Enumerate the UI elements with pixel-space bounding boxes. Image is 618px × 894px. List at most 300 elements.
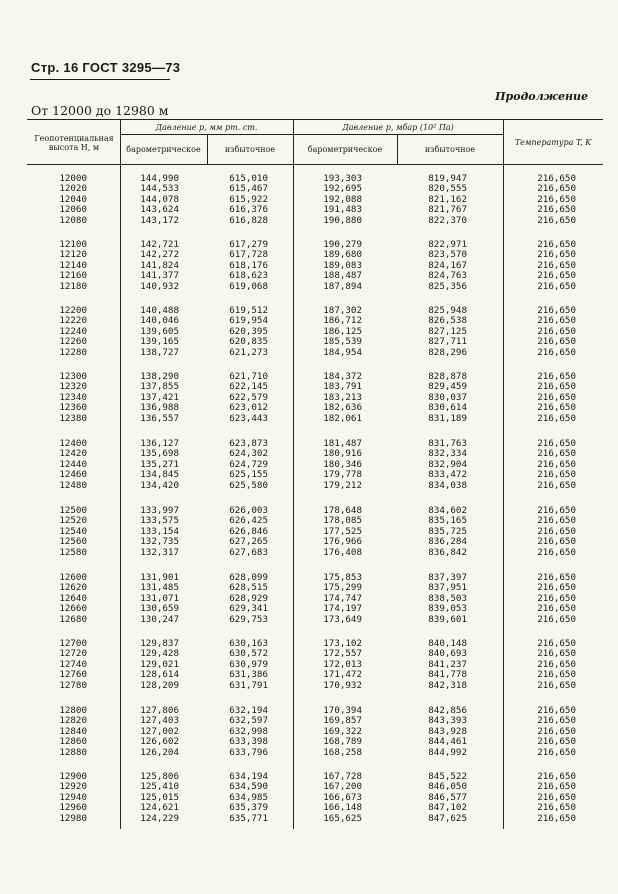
title-rule [30, 79, 170, 80]
height-cell: 12780 [59, 679, 87, 691]
baro-mbar-cell: 191,483 [323, 204, 362, 216]
table-row [27, 583, 603, 593]
baro-mm-cell: 136,127 [140, 438, 179, 449]
row-block [27, 372, 603, 424]
height-column-header: Геопотенциальная высота H, м [34, 134, 114, 152]
table-row [27, 403, 603, 413]
excess-mm-cell: 632,597 [229, 715, 268, 727]
baro-mbar-cell: 179,212 [323, 479, 362, 491]
baro-mbar-cell: 190,880 [323, 214, 362, 226]
baro-mm-cell: 124,229 [140, 812, 179, 824]
height-cell: 12440 [59, 458, 87, 470]
excess-mbar-cell: 836,842 [428, 546, 467, 558]
baro-mm-cell: 133,154 [140, 525, 179, 537]
excess-mm-cell: 623,012 [229, 402, 268, 414]
excess-mbar-cell: 840,693 [428, 648, 467, 660]
temperature-cell: 216,650 [537, 725, 576, 737]
baro-mbar-cell: 172,013 [323, 658, 362, 670]
excess-mm-cell: 623,443 [229, 412, 268, 424]
baro-mbar-cell: 180,916 [323, 448, 362, 460]
excess-mbar-cell: 841,778 [428, 669, 467, 681]
excess-mm-cell: 635,771 [229, 812, 268, 824]
barometric-mbar-header: барометрическое [307, 145, 383, 154]
baro-mbar-cell: 178,085 [323, 515, 362, 527]
height-cell: 12740 [59, 658, 87, 670]
height-cell: 12300 [59, 371, 87, 382]
table-row [27, 449, 603, 459]
table-row [27, 660, 603, 670]
temperature-cell: 216,650 [537, 249, 576, 261]
temperature-cell: 216,650 [537, 736, 576, 748]
temperature-cell: 216,650 [537, 239, 576, 250]
excess-mbar-cell: 819,947 [428, 173, 467, 184]
temperature-cell: 216,650 [537, 781, 576, 793]
excess-mbar-cell: 826,538 [428, 315, 467, 327]
row-block [27, 240, 603, 292]
table-row [27, 706, 603, 716]
baro-mbar-cell: 177,525 [323, 525, 362, 537]
table-row [27, 506, 603, 516]
baro-mbar-cell: 168,258 [323, 746, 362, 758]
table-row [27, 681, 603, 691]
table-row [27, 782, 603, 792]
baro-mm-cell: 143,624 [140, 204, 179, 216]
excess-mm-cell: 620,835 [229, 336, 268, 348]
baro-mm-cell: 132,735 [140, 536, 179, 548]
height-cell: 12960 [59, 802, 87, 814]
baro-mm-cell: 127,403 [140, 715, 179, 727]
excess-mm-cell: 632,998 [229, 725, 268, 737]
excess-mm-cell: 633,398 [229, 736, 268, 748]
baro-mm-cell: 130,659 [140, 603, 179, 615]
baro-mm-cell: 138,290 [140, 371, 179, 382]
baro-mbar-cell: 187,302 [323, 305, 362, 316]
height-cell: 12800 [59, 705, 87, 716]
baro-mm-cell: 129,428 [140, 648, 179, 660]
height-cell: 12920 [59, 781, 87, 793]
temperature-cell: 216,650 [537, 638, 576, 649]
height-cell: 12640 [59, 592, 87, 604]
baro-mm-cell: 144,990 [140, 173, 179, 184]
baro-mbar-cell: 169,322 [323, 725, 362, 737]
height-cell: 12020 [59, 183, 87, 195]
height-cell: 12760 [59, 669, 87, 681]
temperature-cell: 216,650 [537, 791, 576, 803]
height-cell: 12500 [59, 505, 87, 516]
table-row [27, 414, 603, 424]
temperature-cell: 216,650 [537, 479, 576, 491]
temperature-cell: 216,650 [537, 204, 576, 216]
baro-mbar-cell: 189,083 [323, 259, 362, 271]
table-row [27, 282, 603, 292]
baro-mbar-cell: 179,778 [323, 469, 362, 481]
temperature-cell: 216,650 [537, 391, 576, 403]
excess-mbar-cell: 830,614 [428, 402, 467, 414]
baro-mbar-cell: 167,728 [323, 771, 362, 782]
table-row [27, 261, 603, 271]
baro-mm-cell: 135,698 [140, 448, 179, 460]
height-cell: 12680 [59, 613, 87, 625]
excess-mm-cell: 634,194 [229, 771, 268, 782]
table-row [27, 327, 603, 337]
excess-mbar-cell: 821,162 [428, 193, 467, 205]
excess-mbar-cell: 834,038 [428, 479, 467, 491]
baro-mm-cell: 131,901 [140, 572, 179, 583]
table-row [27, 793, 603, 803]
excess-mm-cell: 622,579 [229, 391, 268, 403]
height-cell: 12220 [59, 315, 87, 327]
excess-mbar-cell: 832,904 [428, 458, 467, 470]
height-cell: 12400 [59, 438, 87, 449]
temperature-cell: 216,650 [537, 658, 576, 670]
temperature-cell: 216,650 [537, 402, 576, 414]
height-cell: 12880 [59, 746, 87, 758]
baro-mbar-cell: 170,394 [323, 705, 362, 716]
excess-mbar-cell: 823,570 [428, 249, 467, 261]
temperature-cell: 216,650 [537, 582, 576, 594]
baro-mbar-cell: 181,487 [323, 438, 362, 449]
excess-mm-cell: 617,728 [229, 249, 268, 261]
excess-mm-cell: 624,729 [229, 458, 268, 470]
excess-mbar-cell: 846,050 [428, 781, 467, 793]
excess-mm-cell: 630,979 [229, 658, 268, 670]
excess-mbar-cell: 825,356 [428, 280, 467, 292]
table-row [27, 516, 603, 526]
baro-mbar-cell: 172,557 [323, 648, 362, 660]
baro-mm-cell: 133,997 [140, 505, 179, 516]
baro-mbar-cell: 166,148 [323, 802, 362, 814]
height-cell: 12540 [59, 525, 87, 537]
excess-mbar-cell: 831,189 [428, 412, 467, 424]
temperature-cell: 216,650 [537, 669, 576, 681]
temperature-cell: 216,650 [537, 183, 576, 195]
temperature-cell: 216,650 [537, 259, 576, 271]
baro-mbar-cell: 183,213 [323, 391, 362, 403]
excess-mm-cell: 615,467 [229, 183, 268, 195]
temperature-cell: 216,650 [537, 469, 576, 481]
temperature-cell: 216,650 [537, 536, 576, 548]
excess-mm-cell: 615,010 [229, 173, 268, 184]
baro-mbar-cell: 176,966 [323, 536, 362, 548]
baro-mbar-cell: 175,299 [323, 582, 362, 594]
table-row [27, 594, 603, 604]
excess-mm-header: избыточное [224, 145, 276, 154]
height-cell: 12820 [59, 715, 87, 727]
excess-mm-cell: 622,145 [229, 381, 268, 393]
temperature-cell: 216,650 [537, 515, 576, 527]
excess-mm-cell: 618,623 [229, 270, 268, 282]
row-block [27, 174, 603, 226]
table-row [27, 216, 603, 226]
temperature-cell: 216,650 [537, 505, 576, 516]
baro-mbar-cell: 183,791 [323, 381, 362, 393]
baro-mm-cell: 125,015 [140, 791, 179, 803]
excess-mm-cell: 623,873 [229, 438, 268, 449]
excess-mbar-cell: 831,763 [428, 438, 467, 449]
temperature-cell: 216,650 [537, 270, 576, 282]
temperature-cell: 216,650 [537, 346, 576, 358]
height-cell: 12360 [59, 402, 87, 414]
height-cell: 12320 [59, 381, 87, 393]
temperature-cell: 216,650 [537, 572, 576, 583]
excess-mbar-cell: 844,992 [428, 746, 467, 758]
data-table [27, 119, 603, 829]
height-cell: 12240 [59, 325, 87, 337]
excess-mm-cell: 619,068 [229, 280, 268, 292]
range-label: От 12000 до 12980 м [31, 103, 169, 118]
row-block [27, 439, 603, 491]
temperature-cell: 216,650 [537, 802, 576, 814]
baro-mm-cell: 142,721 [140, 239, 179, 250]
excess-mm-cell: 630,572 [229, 648, 268, 660]
height-cell: 12480 [59, 479, 87, 491]
height-cell: 12280 [59, 346, 87, 358]
table-row [27, 205, 603, 215]
temperature-cell: 216,650 [537, 525, 576, 537]
baro-mm-cell: 125,806 [140, 771, 179, 782]
excess-mm-cell: 628,099 [229, 572, 268, 583]
excess-mbar-cell: 842,318 [428, 679, 467, 691]
baro-mm-cell: 141,377 [140, 270, 179, 282]
baro-mbar-cell: 173,102 [323, 638, 362, 649]
baro-mm-cell: 144,078 [140, 193, 179, 205]
excess-mbar-cell: 822,971 [428, 239, 467, 250]
baro-mbar-cell: 182,061 [323, 412, 362, 424]
table-row [27, 737, 603, 747]
excess-mm-cell: 621,710 [229, 371, 268, 382]
excess-mbar-header: избыточное [424, 145, 476, 154]
height-cell: 12260 [59, 336, 87, 348]
height-cell: 12980 [59, 812, 87, 824]
excess-mbar-cell: 825,948 [428, 305, 467, 316]
temperature-cell: 216,650 [537, 458, 576, 470]
excess-mbar-cell: 830,037 [428, 391, 467, 403]
temperature-cell: 216,650 [537, 613, 576, 625]
excess-mbar-cell: 829,459 [428, 381, 467, 393]
baro-mm-cell: 129,837 [140, 638, 179, 649]
baro-mbar-cell: 186,125 [323, 325, 362, 337]
excess-mbar-cell: 821,767 [428, 204, 467, 216]
table-row [27, 604, 603, 614]
excess-mm-cell: 616,376 [229, 204, 268, 216]
temperature-cell: 216,650 [537, 214, 576, 226]
table-row [27, 615, 603, 625]
table-row [27, 573, 603, 583]
height-cell: 12380 [59, 412, 87, 424]
header-bottom-rule [27, 164, 603, 165]
table-row [27, 772, 603, 782]
baro-mm-cell: 136,557 [140, 412, 179, 424]
baro-mm-cell: 131,071 [140, 592, 179, 604]
height-cell: 12600 [59, 572, 87, 583]
excess-mbar-cell: 837,397 [428, 572, 467, 583]
excess-mbar-cell: 843,928 [428, 725, 467, 737]
table-row [27, 460, 603, 470]
table-row [27, 803, 603, 813]
temperature-cell: 216,650 [537, 412, 576, 424]
table-row [27, 316, 603, 326]
baro-mm-cell: 131,485 [140, 582, 179, 594]
excess-mbar-cell: 846,577 [428, 791, 467, 803]
temperature-cell: 216,650 [537, 173, 576, 184]
excess-mbar-cell: 820,555 [428, 183, 467, 195]
excess-mbar-cell: 841,237 [428, 658, 467, 670]
baro-mbar-cell: 174,197 [323, 603, 362, 615]
excess-mbar-cell: 839,601 [428, 613, 467, 625]
baro-mm-cell: 142,272 [140, 249, 179, 261]
temperature-cell: 216,650 [537, 371, 576, 382]
height-cell: 12860 [59, 736, 87, 748]
baro-mm-cell: 141,824 [140, 259, 179, 271]
table-row [27, 537, 603, 547]
baro-mm-cell: 139,165 [140, 336, 179, 348]
table-row [27, 548, 603, 558]
baro-mbar-cell: 165,625 [323, 812, 362, 824]
baro-mm-cell: 126,204 [140, 746, 179, 758]
baro-mbar-cell: 190,279 [323, 239, 362, 250]
temperature-cell: 216,650 [537, 280, 576, 292]
height-cell: 12700 [59, 638, 87, 649]
temperature-cell: 216,650 [537, 381, 576, 393]
baro-mbar-cell: 186,712 [323, 315, 362, 327]
height-cell: 12840 [59, 725, 87, 737]
baro-mm-cell: 132,317 [140, 546, 179, 558]
row-block [27, 506, 603, 558]
pressure-mm-header: Давление p, мм рт. ст. [155, 122, 258, 132]
excess-mbar-cell: 843,393 [428, 715, 467, 727]
baro-mm-cell: 135,271 [140, 458, 179, 470]
page-title: Стр. 16 ГОСТ 3295—73 [31, 60, 181, 75]
baro-mm-cell: 134,420 [140, 479, 179, 491]
excess-mbar-cell: 828,878 [428, 371, 467, 382]
temperature-cell: 216,650 [537, 336, 576, 348]
excess-mm-cell: 617,279 [229, 239, 268, 250]
temperature-cell: 216,650 [537, 193, 576, 205]
excess-mbar-cell: 824,167 [428, 259, 467, 271]
table-row [27, 814, 603, 824]
baro-mbar-cell: 188,487 [323, 270, 362, 282]
baro-mm-cell: 136,988 [140, 402, 179, 414]
height-cell: 12940 [59, 791, 87, 803]
baro-mm-cell: 127,002 [140, 725, 179, 737]
temperature-cell: 216,650 [537, 812, 576, 824]
height-cell: 12460 [59, 469, 87, 481]
excess-mbar-cell: 827,125 [428, 325, 467, 337]
baro-mbar-cell: 174,747 [323, 592, 362, 604]
excess-mbar-cell: 844,461 [428, 736, 467, 748]
excess-mbar-cell: 840,148 [428, 638, 467, 649]
temperature-cell: 216,650 [537, 448, 576, 460]
baro-mbar-cell: 171,472 [323, 669, 362, 681]
baro-mm-cell: 137,855 [140, 381, 179, 393]
table-row [27, 649, 603, 659]
table-row [27, 348, 603, 358]
baro-mm-cell: 125,410 [140, 781, 179, 793]
baro-mm-cell: 140,488 [140, 305, 179, 316]
baro-mbar-cell: 173,649 [323, 613, 362, 625]
height-cell: 12040 [59, 193, 87, 205]
height-cell: 12420 [59, 448, 87, 460]
excess-mbar-cell: 847,102 [428, 802, 467, 814]
height-cell: 12080 [59, 214, 87, 226]
table-row [27, 481, 603, 491]
temperature-cell: 216,650 [537, 648, 576, 660]
excess-mm-cell: 632,194 [229, 705, 268, 716]
baro-mbar-cell: 168,789 [323, 736, 362, 748]
height-cell: 12560 [59, 536, 87, 548]
excess-mbar-cell: 833,472 [428, 469, 467, 481]
table-row [27, 382, 603, 392]
height-cell: 12000 [59, 173, 87, 184]
excess-mm-cell: 634,590 [229, 781, 268, 793]
baro-mm-cell: 130,247 [140, 613, 179, 625]
excess-mm-cell: 621,273 [229, 346, 268, 358]
temperature-cell: 216,650 [537, 603, 576, 615]
baro-mbar-cell: 170,932 [323, 679, 362, 691]
excess-mbar-cell: 822,370 [428, 214, 467, 226]
baro-mm-cell: 127,806 [140, 705, 179, 716]
excess-mm-cell: 618,176 [229, 259, 268, 271]
excess-mbar-cell: 824,763 [428, 270, 467, 282]
baro-mm-cell: 139,605 [140, 325, 179, 337]
height-cell: 12180 [59, 280, 87, 292]
temperature-cell: 216,650 [537, 771, 576, 782]
table-row [27, 439, 603, 449]
height-cell: 12660 [59, 603, 87, 615]
height-cell: 12060 [59, 204, 87, 216]
excess-mm-cell: 627,265 [229, 536, 268, 548]
temperature-cell: 216,650 [537, 325, 576, 337]
baro-mbar-cell: 184,372 [323, 371, 362, 382]
table-row [27, 393, 603, 403]
excess-mbar-cell: 828,296 [428, 346, 467, 358]
baro-mm-cell: 138,727 [140, 346, 179, 358]
height-cell: 12900 [59, 771, 87, 782]
temperature-cell: 216,650 [537, 705, 576, 716]
baro-mbar-cell: 175,853 [323, 572, 362, 583]
table-row [27, 372, 603, 382]
temperature-cell: 216,650 [537, 679, 576, 691]
baro-mm-cell: 134,845 [140, 469, 179, 481]
excess-mm-cell: 625,580 [229, 479, 268, 491]
height-cell: 12120 [59, 249, 87, 261]
table-row [27, 716, 603, 726]
excess-mbar-cell: 836,284 [428, 536, 467, 548]
excess-mbar-cell: 847,625 [428, 812, 467, 824]
baro-mbar-cell: 189,680 [323, 249, 362, 261]
table-row [27, 639, 603, 649]
excess-mm-cell: 629,753 [229, 613, 268, 625]
temperature-cell: 216,650 [537, 305, 576, 316]
baro-mbar-cell: 192,088 [323, 193, 362, 205]
excess-mm-cell: 626,425 [229, 515, 268, 527]
excess-mm-cell: 634,985 [229, 791, 268, 803]
height-cell: 12160 [59, 270, 87, 282]
table-row [27, 527, 603, 537]
excess-mm-cell: 635,379 [229, 802, 268, 814]
baro-mbar-cell: 184,954 [323, 346, 362, 358]
temperature-cell: 216,650 [537, 746, 576, 758]
baro-mm-cell: 133,575 [140, 515, 179, 527]
excess-mm-cell: 629,341 [229, 603, 268, 615]
excess-mm-cell: 620,395 [229, 325, 268, 337]
excess-mm-cell: 616,828 [229, 214, 268, 226]
height-cell: 12580 [59, 546, 87, 558]
baro-mbar-cell: 166,673 [323, 791, 362, 803]
table-row [27, 195, 603, 205]
continuation-label: Продолжение [495, 90, 588, 103]
baro-mm-cell: 129,021 [140, 658, 179, 670]
